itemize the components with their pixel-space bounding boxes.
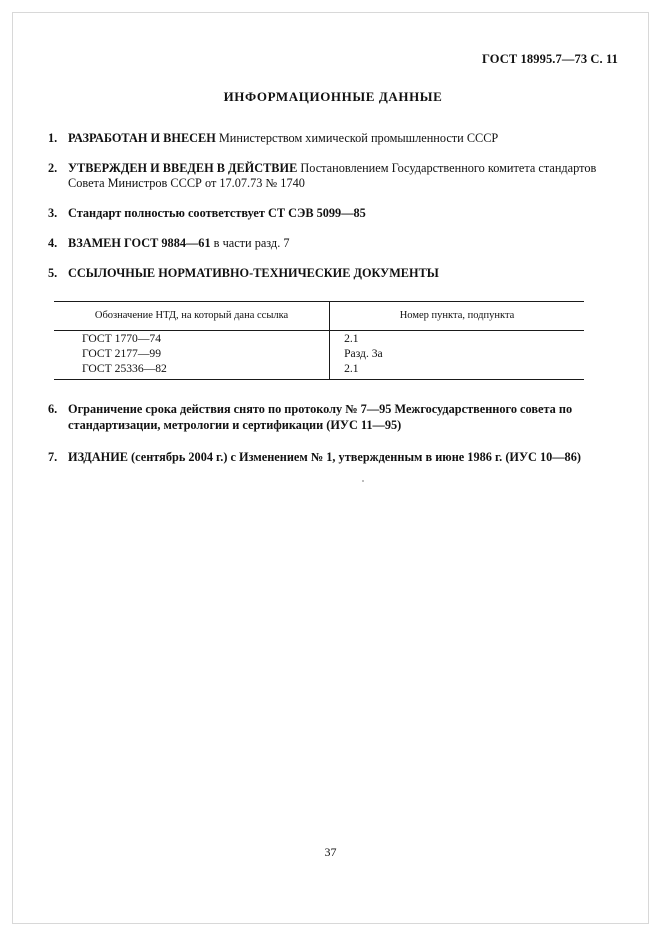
item-bold-text: ИЗДАНИЕ (сентябрь 2004 г.) с Изменением № 1, утвержденным в июне 1986 г. (ИУС 10—86) [68, 449, 581, 464]
item-number: 1. [48, 131, 58, 145]
item-bold-text: РАЗРАБОТАН И ВНЕСЕН [68, 131, 216, 145]
item-text [68, 131, 618, 147]
item-number: 2. [48, 160, 58, 175]
item-text [68, 266, 618, 282]
running-head: ГОСТ 18995.7—73 С. 11 [482, 52, 618, 66]
cell-item-number: Разд. 3а [344, 347, 383, 361]
cell-item-number: 2.1 [344, 362, 359, 376]
item-bold-text: ССЫЛОЧНЫЕ НОРМАТИВНО-ТЕХНИЧЕСКИЕ ДОКУМЕНТЫ [68, 265, 439, 280]
item-number: 3. [48, 206, 58, 221]
item-text [68, 236, 618, 252]
page-folio: 37 [324, 845, 337, 859]
item-rest-text: Постановлением Государственного комитета стандартов Совета Министров СССР от 17.07.73 № 1740 [68, 160, 597, 191]
page-title: ИНФОРМАЦИОННЫЕ ДАННЫЕ [223, 89, 443, 104]
column-header-ntd: Обозначение НТД, на который дана ссылка [54, 302, 330, 331]
list-item [48, 402, 618, 433]
table-row [54, 346, 584, 361]
item-bold-text: ВЗАМЕН ГОСТ 9884—61 [68, 235, 211, 250]
item-bold-text: Ограничение срока действия снято по протоколу № 7—95 Межгосударственного совета по стандартизации, метрологии и сертификации (ИУС 11—95) [68, 402, 573, 433]
list-item [48, 161, 618, 192]
cell-item-number: 2.1 [344, 332, 359, 346]
list-item [48, 206, 618, 222]
item-rest-text: Министерством химической промышленности СССР [215, 131, 499, 145]
table-row [54, 331, 584, 347]
item-bold-text: УТВЕРЖДЕН И ВВЕДЕН В ДЕЙСТВИЕ [68, 160, 298, 175]
reference-documents-table [54, 301, 584, 380]
page-content [48, 52, 618, 482]
cell-ntd: ГОСТ 1770—74 [54, 331, 330, 347]
column-header-item-number: Номер пункта, подпункта [330, 302, 584, 331]
item-text [68, 161, 618, 192]
cell-ntd: ГОСТ 2177—99 [54, 346, 330, 361]
item-rest-text: в части разд. 7 [210, 235, 290, 250]
item-text [68, 402, 618, 433]
list-item [48, 266, 618, 282]
item-number: 7. [48, 449, 58, 464]
list-item [48, 131, 618, 147]
list-item [48, 450, 618, 466]
info-items-list [48, 131, 618, 281]
list-item [48, 236, 618, 252]
scan-artifact [362, 480, 364, 482]
item-number: 5. [48, 265, 58, 280]
table-bottom-rule [54, 379, 584, 380]
info-items-list-continued [48, 402, 618, 465]
item-number: 6. [48, 402, 58, 417]
table-header-row [54, 302, 584, 331]
item-text [68, 450, 618, 466]
table-row [54, 361, 584, 379]
item-text [68, 206, 618, 222]
item-number: 4. [48, 235, 58, 250]
cell-ntd: ГОСТ 25336—82 [54, 361, 330, 379]
item-bold-text: Стандарт полностью соответствует СТ СЭВ 5099—85 [68, 206, 366, 221]
